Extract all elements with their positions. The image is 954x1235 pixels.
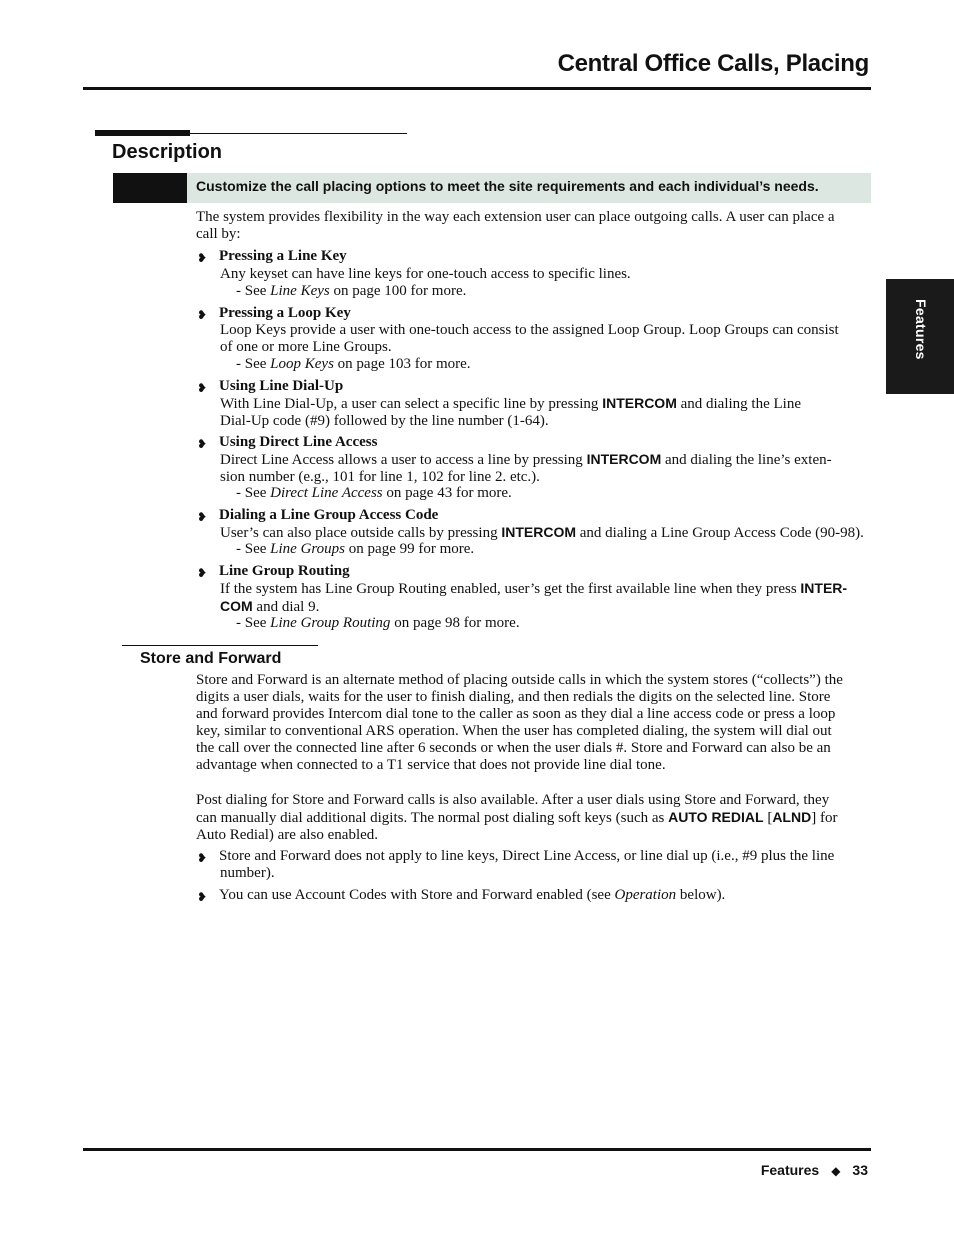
reference-link: Loop Keys <box>270 356 334 372</box>
bullet-title: Using Line Dial-Up <box>219 378 344 394</box>
header-rule <box>83 87 871 90</box>
reference-link: Line Group Routing <box>270 615 391 631</box>
bullet-icon: ❥ <box>197 251 208 265</box>
bullet-body: User’s can also place outside calls by pressing INTERCOM and dialing a Line Group Access Code (90-98). <box>220 524 864 541</box>
reference-link: Direct Line Access <box>270 485 383 501</box>
key-name: COM <box>220 598 253 614</box>
bullet-body: If the system has Line Group Routing enabled, user’s get the first available line when they press INTER- COM and dial 9. <box>220 580 848 615</box>
reference-link: Line Keys <box>270 283 330 299</box>
page-title: Central Office Calls, Placing <box>557 50 869 77</box>
reference-link: Line Groups <box>270 541 346 557</box>
key-name: INTERCOM <box>602 395 677 411</box>
see-reference: - See Direct Line Access on page 43 for more. <box>236 485 512 501</box>
bullet-body: With Line Dial-Up, a user can select a specific line by pressing INTERCOM and dialing the Line Dial-Up code (#9) followed by the line number (1-64). <box>220 395 801 429</box>
subsection-rule <box>122 645 318 646</box>
bullet-title: Pressing a Loop Key <box>219 305 351 321</box>
bullet-body: Direct Line Access allows a user to access a line by pressing INTERCOM and dialing the line’s exten- sion number (e.g., 101 for line 1, 102 for line 2. etc.). <box>220 451 832 485</box>
bullet-icon: ❥ <box>197 308 208 322</box>
see-reference: - See Line Keys on page 100 for more. <box>236 283 467 299</box>
footer-section: Features <box>760 1162 820 1178</box>
bullet-icon: ❥ <box>197 890 208 904</box>
section-bar-thin <box>190 133 407 134</box>
section-bar-thick <box>95 130 190 136</box>
footer-rule <box>83 1148 871 1151</box>
reference-link: Operation <box>614 887 677 903</box>
intro-line-2: call by: <box>196 226 241 242</box>
bullet-icon: ❥ <box>197 510 208 524</box>
intro-line-1: The system provides flexibility in the way each extension user can place outgoing calls. A user can place a <box>196 209 835 225</box>
bullet-body: Any keyset can have line keys for one-touch access to specific lines. <box>220 266 631 282</box>
section-heading: Description <box>112 141 223 163</box>
bullet-icon: ❥ <box>197 437 208 451</box>
subsection-heading: Store and Forward <box>140 650 282 667</box>
side-tab-label: Features <box>913 299 929 360</box>
store-forward-paragraph-1: Store and Forward is an alternate method of placing outside calls in which the system stores (“collects”) the digits a user dials, waits for the user to finish dialing, and then redials the digits on the selected line. Store and forward provides Intercom dial tone to the caller as soon as they dial a line access code or press a loop key, similar to conventional ARS operation. When the user has completed dialing, the system will dial out the call over the connected line after 6 seconds or when the user dials #. Store and Forward can also be an advantage when connected to a T1 service that does not provide line dial tone. <box>196 672 843 773</box>
intro-paragraph <box>196 209 868 243</box>
see-reference: - See Line Groups on page 99 for more. <box>236 541 475 557</box>
key-name: AUTO REDIAL <box>668 809 764 825</box>
store-forward-paragraph-2: Post dialing for Store and Forward calls is also available. After a user dials using Store and Forward, they can manually dial additional digits. The normal post dialing soft keys (such as AUTO REDIAL [ALND] for Auto Redial) are also enabled. <box>196 792 838 843</box>
summary-banner <box>113 173 871 203</box>
diamond-icon: ◆ <box>831 1164 841 1178</box>
bullet-body: Loop Keys provide a user with one-touch access to the assigned Loop Group. Loop Groups can consist of one or more Line Groups. <box>220 322 839 355</box>
side-tab <box>886 279 954 394</box>
bullet-icon: ❥ <box>197 381 208 395</box>
key-name: INTERCOM <box>586 451 662 467</box>
bullet-title: Using Direct Line Access <box>219 434 378 450</box>
see-reference: - See Loop Keys on page 103 for more. <box>236 356 471 372</box>
note-item: You can use Account Codes with Store and Forward enabled (see Operation below). <box>219 887 726 903</box>
banner-marker <box>113 173 187 203</box>
page-footer <box>761 1162 868 1178</box>
banner-text: Customize the call placing options to meet the site requirements and each individual’s needs. <box>196 178 819 194</box>
see-reference: - See Line Group Routing on page 98 for more. <box>236 615 520 631</box>
bullet-title: Dialing a Line Group Access Code <box>219 507 439 523</box>
bullet-icon: ❥ <box>197 566 208 580</box>
key-name: INTERCOM <box>501 524 576 540</box>
key-name: ALND <box>772 809 812 825</box>
page-number: 33 <box>852 1162 868 1178</box>
bullet-icon: ❥ <box>197 851 208 865</box>
bullet-title: Pressing a Line Key <box>219 248 347 264</box>
bullet-title: Line Group Routing <box>219 563 350 579</box>
key-name: INTER- <box>800 580 848 596</box>
note-item: Store and Forward does not apply to line keys, Direct Line Access, or line dial up (i.e., #9 plus the line number). <box>219 848 835 881</box>
